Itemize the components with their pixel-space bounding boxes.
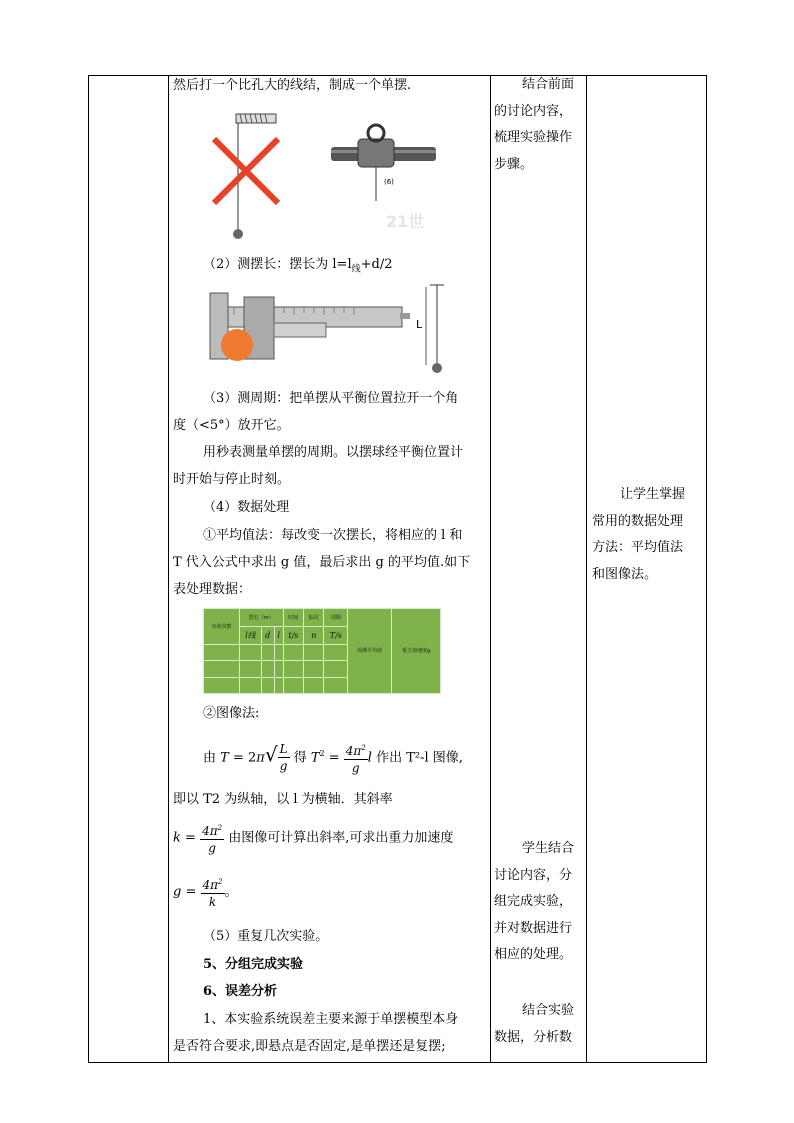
- student-activity-2: 学生结合 讨论内容，分 组完成实验， 并对数据进行 相应的处理。: [494, 841, 575, 962]
- figure-mark: (6): [384, 178, 394, 186]
- text-line: 用秒表测量单摆的周期。以摆球经平衡位置计: [203, 445, 464, 460]
- pendulum-suspension-figure: [206, 109, 438, 245]
- col-avg-period: 周期平均值: [348, 609, 392, 694]
- equation-1: 由 T = 2π√ $\frac{L}{g}$ 得 $T^2$ = $\frac{4\pi^2}{g}$ l 作出 T²-l 图像,: [203, 736, 463, 776]
- student-activity-3: 结合实验 数据，分析数: [494, 1003, 575, 1045]
- length-label: L: [416, 318, 423, 331]
- col-time: 时间: [283, 609, 303, 627]
- watermark: 21世: [386, 212, 425, 231]
- col-trial: 实验次数: [204, 609, 240, 645]
- text-line: 即以 T2 为纵轴，以 l 为横轴．其斜率: [173, 792, 393, 807]
- equation-3: g = $\frac{4\pi^2}{k}$ 。: [173, 874, 238, 911]
- student-activity-1: 结合前面 的讨论内容， 梳理实验操作 步骤。: [494, 77, 575, 172]
- section-6-heading: 6、误差分析: [203, 984, 278, 999]
- step-5: （5）重复几次实验。: [203, 929, 329, 944]
- caliper-figure: [204, 283, 448, 381]
- equation-2: k = $\frac{4\pi^2}{g}$ 由图像可计算出斜率,可求出重力加速度: [173, 820, 453, 857]
- step-3: （3）测周期：把单摆从平衡位置拉开一个角: [203, 391, 459, 406]
- column-divider: [168, 76, 169, 1062]
- column-divider: [490, 76, 491, 1062]
- step-4: （4）数据处理: [203, 500, 290, 515]
- col-gravity: 重力加速度g: [392, 609, 441, 694]
- step-2: （2）测摆长：摆长为 $l=l_线+d/2$: [203, 257, 393, 275]
- col-count: 振次: [304, 609, 324, 627]
- col-period: 周期: [324, 609, 348, 627]
- text-line: 然后打一个比孔大的线结，制成一个单摆.: [173, 78, 412, 93]
- ball: [221, 329, 253, 361]
- text-line: 度（<5°）放开它。: [173, 418, 290, 433]
- col-length: 摆长（m）: [240, 609, 284, 627]
- design-intent: 让学生掌握 常用的数据处理 方法：平均值法 和图像法。: [592, 487, 686, 582]
- data-processing-table: 实验次数 摆长（m） 时间 振次 周期 周期平均值 重力加速度g l线 d l t/s n T/s: [203, 608, 441, 694]
- text-line: 表处理数据：: [173, 582, 252, 597]
- section-5-heading: 5、分组完成实验: [203, 957, 304, 972]
- method-1: ①平均值法：每改变一次摆长，将相应的 l 和: [203, 528, 463, 543]
- text-line: T 代入公式中求出 g 值，最后求出 g 的平均值.如下: [173, 555, 471, 570]
- column-divider: [586, 76, 587, 1062]
- text-line: 是否符合要求,即悬点是否固定,是单摆还是复摆;: [173, 1039, 446, 1054]
- method-2: ②图像法:: [203, 706, 260, 721]
- text-line: 1、本实验系统误差主要来源于单摆模型本身: [203, 1012, 459, 1027]
- text-line: 时开始与停止时刻。: [173, 472, 291, 487]
